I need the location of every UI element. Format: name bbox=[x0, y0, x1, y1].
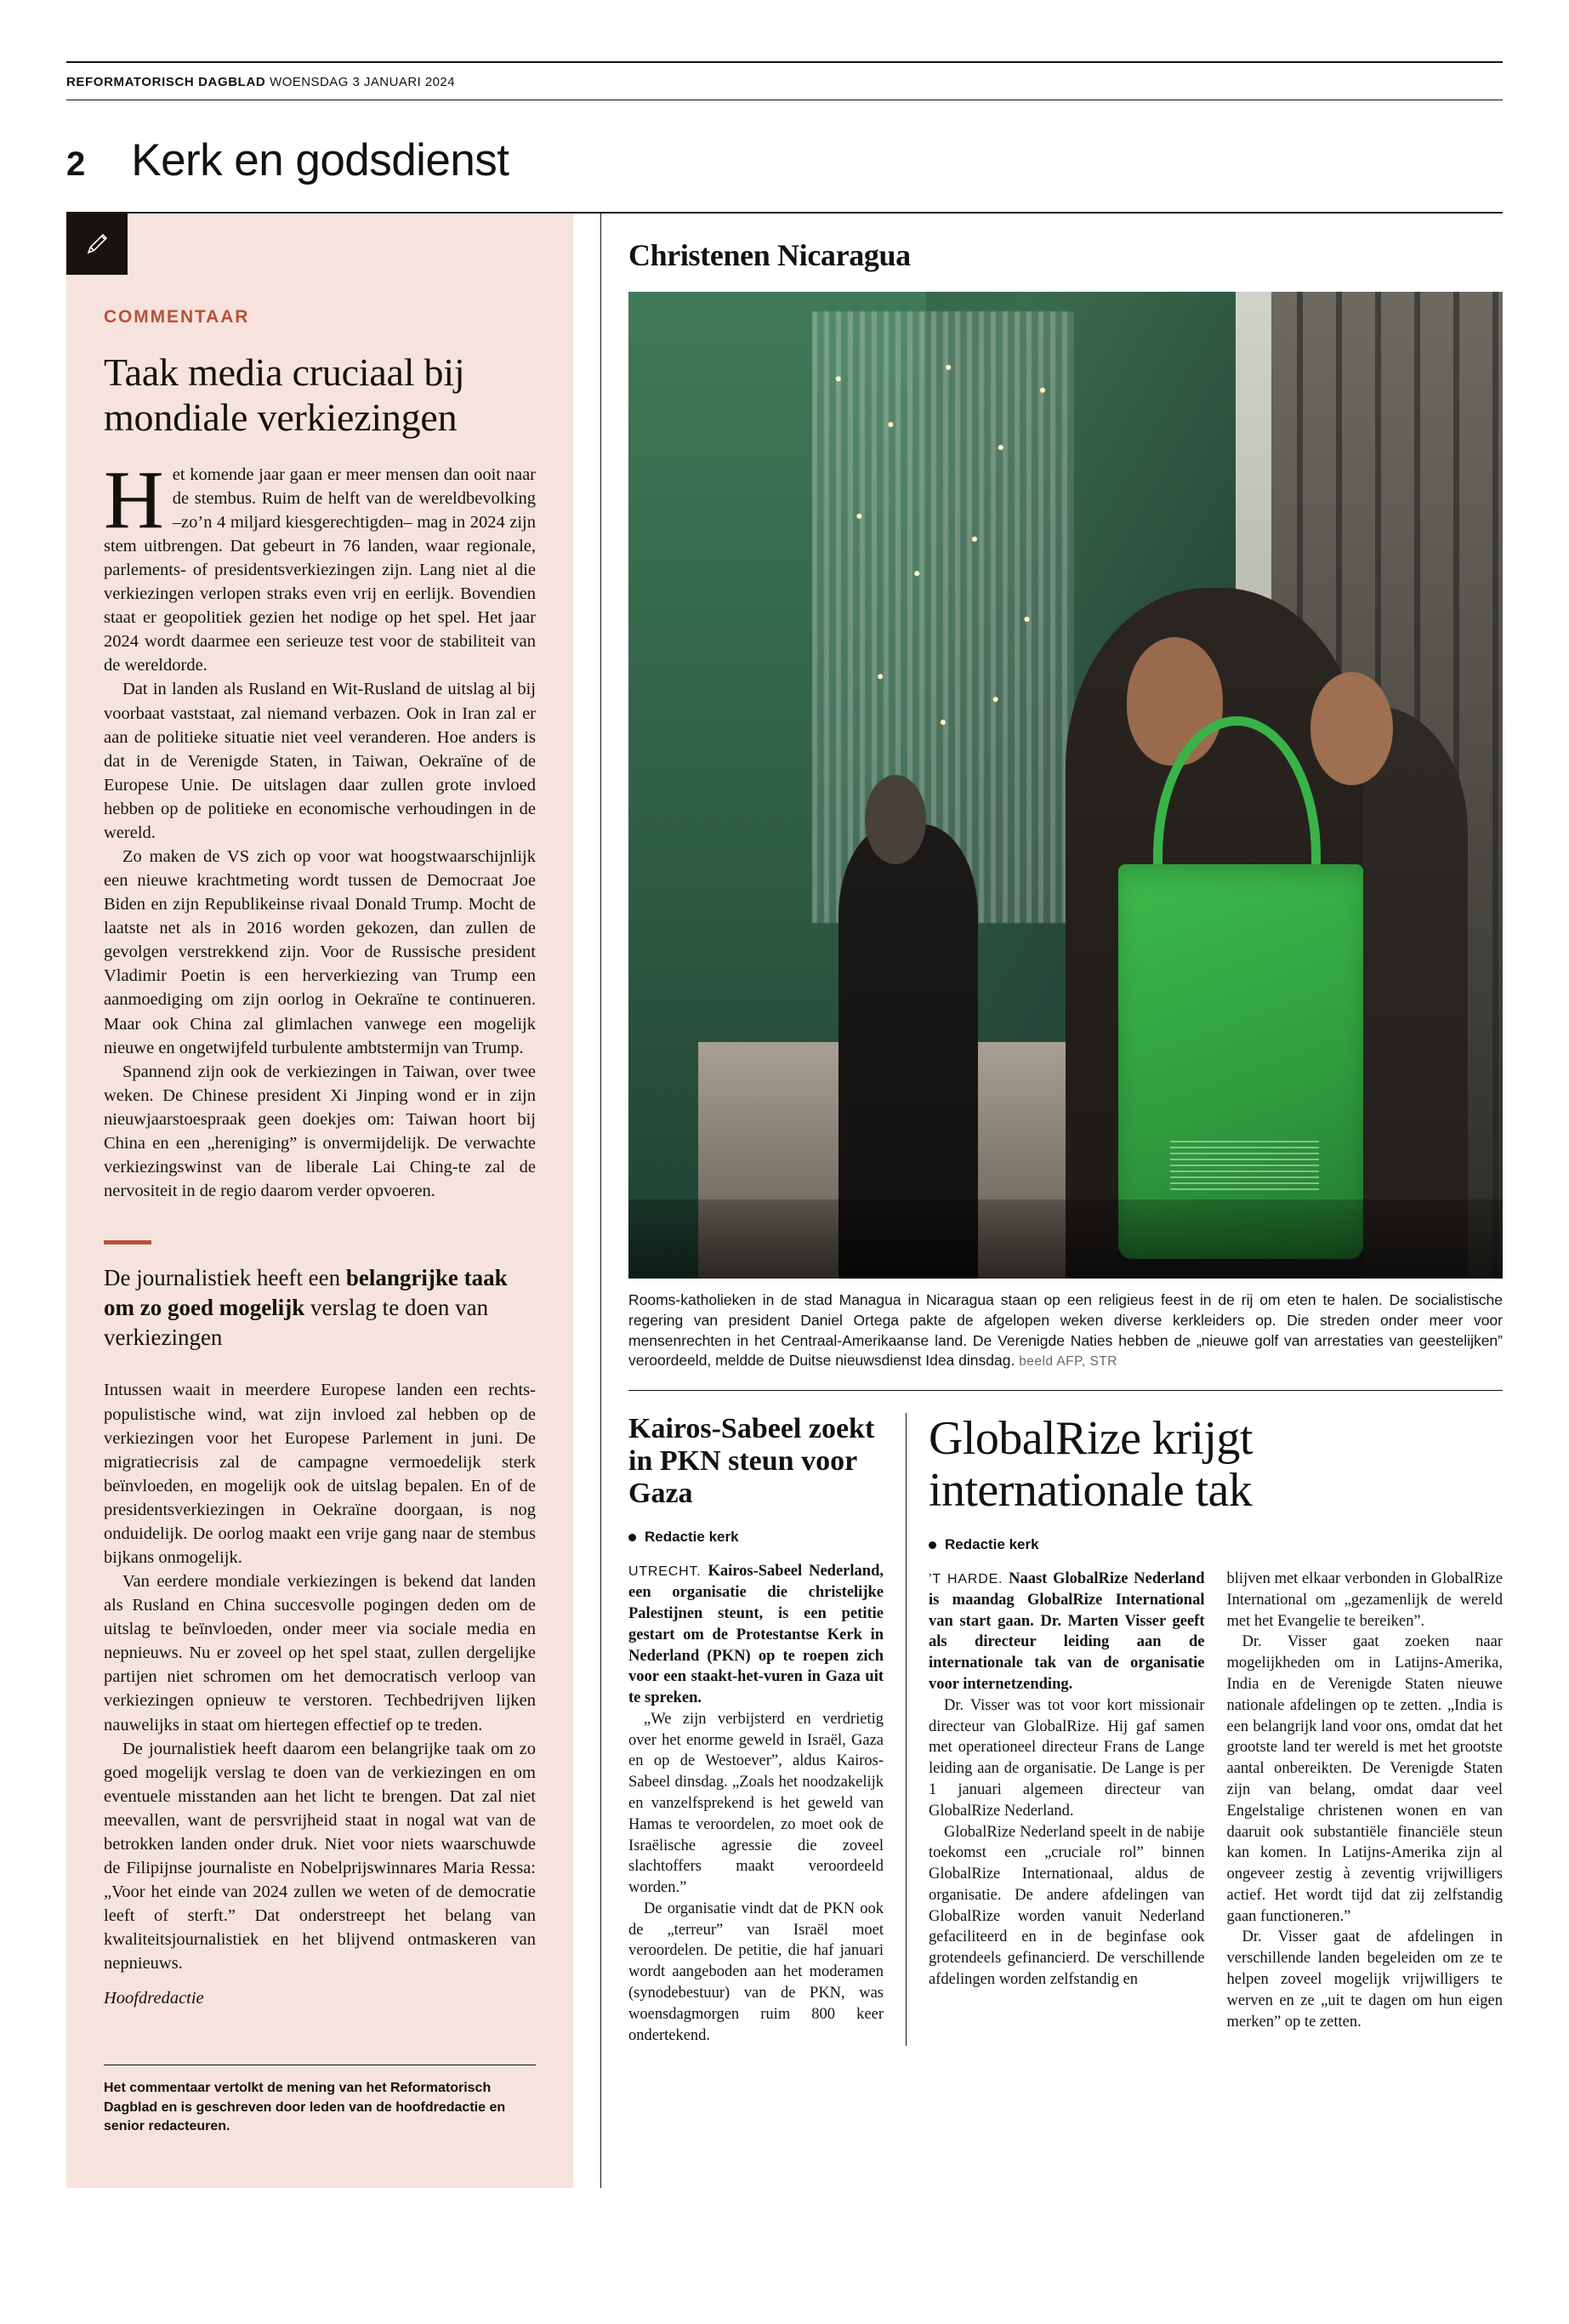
photo-person-right-head bbox=[1310, 672, 1394, 785]
column-divider bbox=[600, 214, 601, 2188]
page-number: 2 bbox=[66, 145, 86, 183]
feature-photo bbox=[628, 292, 1503, 1279]
pencil-icon bbox=[66, 214, 128, 275]
commentary-body-bottom bbox=[104, 1378, 536, 1975]
commentary-paragraph: Intussen waait in meerdere Europese landen een rechts-populistische wind, wat zijn invloed zal hebben op de verkiezingen voor het Europese Parlement in juni. De migratiecrisis zal de campagne vermoedelijk sterk beïnvloeden, en mogelijk ook de uitslag bepalen. En of de presidentsverkiezingen in Oekraïne doorgaan, is nog onduidelijk. De oorlog maakt een vrije gang naar de stembus bijkans onmogelijk. bbox=[104, 1381, 536, 1567]
globalrize-lead bbox=[929, 1569, 1205, 1695]
page-title: Kerk en godsdienst bbox=[131, 135, 509, 185]
paper-name: REFORMATORISCH DAGBLAD bbox=[66, 75, 266, 89]
article-divider bbox=[906, 1413, 907, 2046]
globalrize-paragraph: Dr. Visser gaat zoeken naar mogelijkheden om in Latijns-Amerika, India en de Verenigde Staten nieuwe nationale afdelingen op te zetten. „India is een belangrijk land voor ons, omdat dat het grootste land ter wereld is met het grootste aantal onbereikten. De Verenigde Staten zijn van belang, omdat daar veel Engelstalige christenen wonen en van daaruit ook substantiële financiële steun kan komen. In Latijns-Amerika zijn al ongeveer zestig à zeventig vrijwilligers actief. Het wordt tijd dat zij zelfstandig gaan functioneren.” bbox=[1226, 1633, 1503, 1925]
globalrize-column-2 bbox=[1227, 1569, 1504, 2032]
commentary-body-top bbox=[104, 453, 536, 1203]
issue-date: WOENSDAG 3 JANUARI 2024 bbox=[270, 75, 456, 89]
feature-kicker: Christenen Nicaragua bbox=[628, 238, 911, 272]
kairos-body bbox=[628, 1561, 884, 2046]
globalrize-dateline: ’T HARDE. bbox=[929, 1572, 1003, 1587]
bullet-icon bbox=[929, 1541, 936, 1549]
pullquote-part-1: De journalistiek heeft een bbox=[104, 1265, 346, 1291]
photo-string-lights bbox=[812, 322, 1074, 894]
page-header bbox=[66, 100, 1503, 214]
masthead-line bbox=[66, 75, 1503, 89]
kairos-paragraph: De organisatie vindt dat de PKN ook de „terreur” van Israël moet veroordelen. De petitie, die haf januari wordt aangeboden aan het moderamen (synodebestuur) van de PKN, was woensdagmorgen ruim 800 keer ondertekend. bbox=[628, 1900, 884, 2044]
article-kairos bbox=[628, 1413, 884, 2046]
commentary-column bbox=[66, 214, 573, 2188]
globalrize-paragraph: GlobalRize Nederland speelt in de nabije toekomst een „cruciale rol” binnen GlobalRize Internationaal, aldus de organisatie. De andere afdelingen van GlobalRize worden vanuit Nederland gefaciliteerd en in de beginfase ook grotendeels gefinancierd. De verschillende afdelingen worden zelfstandig en bbox=[929, 1823, 1205, 1988]
commentary-paragraph bbox=[104, 453, 536, 678]
photo-floor bbox=[628, 1199, 1503, 1279]
kairos-lead bbox=[628, 1561, 884, 1708]
commentary-paragraph: Dat in landen als Rusland en Wit-Rusland de uitslag al bij voorbaat vaststaat, zal niemand verbazen. Ook in Iran zal er aan de politieke situatie niet veel veranderen. Hoe anders is dat in de Verenigde Staten, in Taiwan, Oekraïne of de Europese Unie. De uitslagen daar zullen grote invloed hebben op de politieke en economische verhoudingen in de wereld. bbox=[104, 680, 536, 842]
globalrize-byline-text: Redactie kerk bbox=[945, 1536, 1039, 1553]
pullquote-rule bbox=[104, 1240, 151, 1245]
section-rule bbox=[628, 1390, 1503, 1391]
page-content bbox=[66, 214, 1503, 2188]
photo-bag-print bbox=[1170, 1141, 1319, 1190]
pullquote bbox=[104, 1263, 536, 1353]
globalrize-paragraph: Dr. Visser was tot voor kort missionair directeur van GlobalRize. Hij gaf samen met operationeel directeur Frans de Lange leiding aan de organisatie. De Lange is per 1 januari algemeen directeur van GlobalRize Nederland. bbox=[929, 1696, 1205, 1820]
globalrize-paragraph: blijven met elkaar verbonden in GlobalRize International om „gezamenlijk de wereld met het Evangelie te bereiken”. bbox=[1226, 1570, 1503, 1630]
feature-caption bbox=[628, 1290, 1503, 1371]
globalrize-headline: GlobalRize krijgt internationale tak bbox=[929, 1412, 1253, 1517]
globalrize-byline bbox=[929, 1536, 1503, 1553]
globalrize-columns bbox=[929, 1569, 1503, 2032]
commentary-paragraph: Zo maken de VS zich op voor wat hoogstwaarschijnlijk een nieuwe krachtmeting wordt tussen de Democraat Joe Biden en zijn Republikeinse rivaal Donald Trump. Mocht de laatste net als in 2016 worden gekozen, dan zullen de gevolgen verstrekkend zijn. Voor de Russische president Vladimir Poetin is een herverkiezing van Trump een aanmoediging om zijn oorlog in Oekraïne te continueren. Maar ook China zal glimlachen vanwege een mogelijk nieuwe en ongetwijfeld turbulente ambtstermijn van Trump. bbox=[104, 846, 536, 1057]
commentary-paragraph: De journalistiek heeft daarom een belangrijke taak om zo goed mogelijk verslag te doen van de verkiezingen en om eventuele misstanden aan het licht te brengen. Dat zal niet meevallen, want de persvrijheid staat in nogal wat van de betrokken landen onder druk. Niet voor niets waarschuwde de Filipijnse journaliste en Nobelprijswinnares Maria Ressa: „Voor het einde van 2024 zullen we weten of de democratie leeft of sterft.” Dat onderstreept het belang van kwaliteitsjournalistiek en het blijvend ontmaskeren van nepnieuws. bbox=[104, 1739, 536, 1974]
commentary-colofon: Het commentaar vertolkt de mening van het Reformatorisch Dagblad en is geschreven door leden van de hoofdredactie en senior redacteuren. bbox=[104, 2065, 536, 2136]
lower-articles bbox=[628, 1413, 1503, 2046]
caption-text: Rooms-katholieken in de stad Managua in Nicaragua staan op een religieus feest in de rij om eten te halen. De socialistische regering van president Daniel Ortega pakte de afgelopen weken diverse kerkleiders op. Die streden onder meer voor mensenrechten in het Centraal-Amerikaanse land. De Verenigde Naties hebben de „nieuwe golf van arrestaties van geestelijken” veroordeeld, meldde de Duitse nieuwsdienst Idea dinsdag. bbox=[628, 1291, 1503, 1370]
newspaper-page bbox=[0, 61, 1569, 2324]
commentary-paragraph: Spannend zijn ook de verkiezingen in Taiwan, over twee weken. De Chinese president Xi Jinping wond er in zijn nieuwjaarstoespraak geen doekjes om: Taiwan hoort bij China en een „hereniging” is onvermijdelijk. De verwachte verkiezingswinst van de liberale Lai Ching-te zal de nervositeit in de regio daarom verder opvoeren. bbox=[104, 1062, 536, 1201]
photo-credit: beeld AFP, STR bbox=[1019, 1354, 1117, 1370]
bullet-icon bbox=[628, 1534, 636, 1541]
masthead bbox=[66, 61, 1503, 100]
photo-person-background-head bbox=[865, 775, 926, 863]
kairos-lead-text: Kairos-Sabeel Nederland, een organisatie die christelijke Palestijnen steunt, is een petitie gestart om de Protestantse Kerk in Nederland (PKN) op te roepen zich voor een staakt-het-vuren in Gaza uit te spreken. bbox=[628, 1563, 884, 1707]
news-column bbox=[628, 214, 1503, 2188]
kairos-dateline: UTRECHT. bbox=[628, 1564, 702, 1580]
globalrize-lead-text: Naast GlobalRize Nederland is maandag GlobalRize International van start gaan. Dr. Marten Visser geeft als directeur leiding aan de internationale tak van de organisatie voor internetzending. bbox=[929, 1570, 1205, 1694]
globalrize-column-1 bbox=[929, 1569, 1205, 2032]
kairos-headline: Kairos-Sabeel zoekt in PKN steun voor Gaza bbox=[628, 1413, 875, 1510]
globalrize-paragraph: Dr. Visser gaat de afdelingen in verschillende landen begeleiden om ze te helpen zoveel mogelijk vrijwilligers te werven en ze „uit te dagen om hun eigen merken” op te zetten. bbox=[1226, 1928, 1503, 2031]
kairos-byline bbox=[628, 1529, 884, 1546]
pullquote-part-2: belangrijke taak om zo goed mogelijk bbox=[104, 1265, 508, 1321]
pullquote-part-3: verslag te doen van verkiezingen bbox=[104, 1295, 489, 1351]
article-globalrize bbox=[929, 1413, 1503, 2046]
commentary-label: COMMENTAAR bbox=[104, 307, 250, 327]
dropcap: H bbox=[104, 453, 164, 546]
commentary-paragraph-text: et komende jaar gaan er meer mensen dan ooit naar de stembus. Ruim de helft van de wereldbevolking –zo’n 4 miljard kiesgerechtigden– mag in 2024 zijn stem uitbrengen. Dat gebeurt in 76 landen, waar regionale, parlements- of presidentsverkiezingen zijn. Lang niet al die verkiezingen verlopen straks even vrij en eerlijk. Bovendien staat er geopolitiek gezien het nodige op het spel. Het jaar 2024 wordt daarmee een serieuze test voor de stabiliteit van de wereldorde. bbox=[104, 464, 536, 675]
kairos-paragraph: „We zijn verbijsterd en verdrietig over het enorme geweld in Israël, Gaza en op de Westoever”, aldus Kairos-Sabeel dinsdag. „Zoals het noodzakelijk en vanzelfsprekend is het geweld van Hamas te veroordelen, zo moet ook de Israëlische agressie die zoveel slachtoffers maakt veroordeeld worden.” bbox=[628, 1710, 884, 1897]
kairos-byline-text: Redactie kerk bbox=[645, 1529, 739, 1546]
commentary-signature: Hoofdredactie bbox=[104, 1989, 204, 2008]
commentary-headline: Taak media cruciaal bij mondiale verkiezingen bbox=[104, 350, 465, 440]
commentary-paragraph: Van eerdere mondiale verkiezingen is bekend dat landen als Rusland en China succesvolle pogingen deden om de uitslag te beïnvloeden, onder meer via sociale media en nepnieuws. Nu er zoveel op het spel staat, zullen dergelijke partijen niet schromen om het democratisch verloop van verkiezingen opnieuw te verstoren. Techbedrijven lijken nauwelijks in staat om hiertegen effectief op te treden. bbox=[104, 1572, 536, 1734]
